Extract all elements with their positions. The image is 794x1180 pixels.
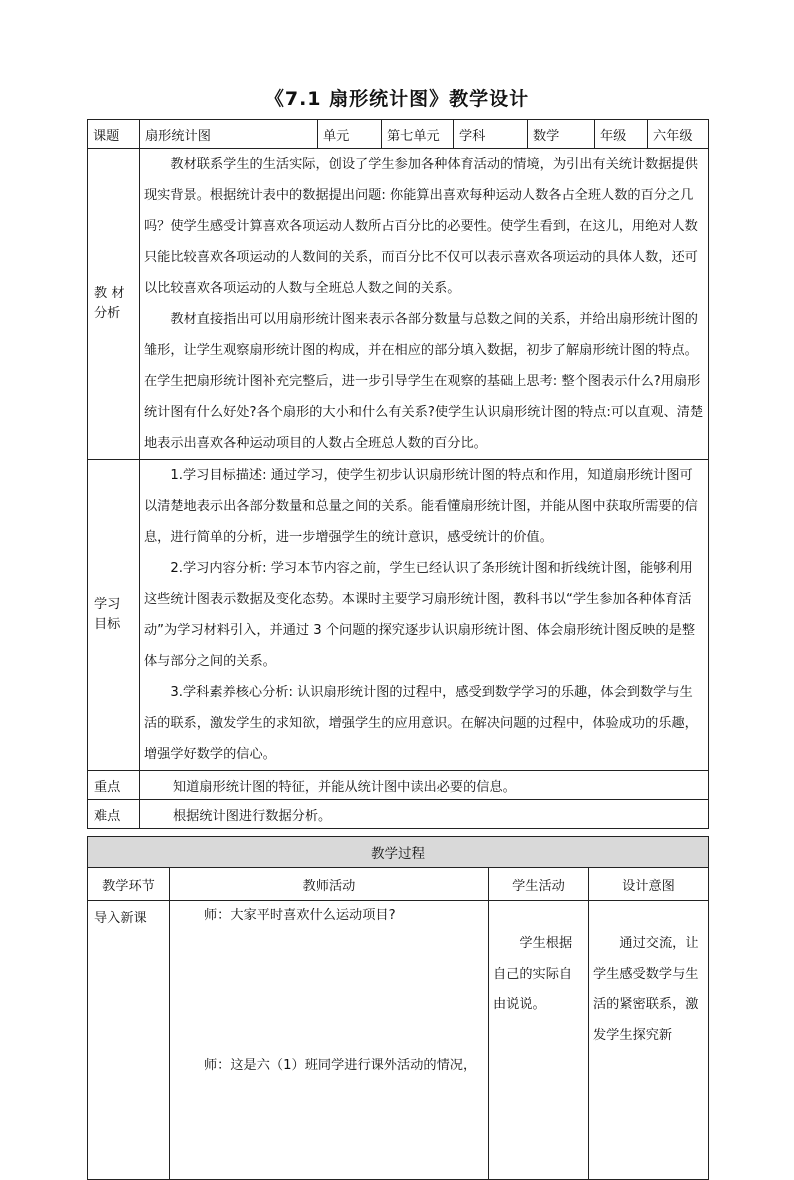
difficulty-label: 难点	[88, 800, 140, 829]
subject-label: 学科	[454, 120, 528, 149]
unit-label: 单元	[318, 120, 382, 149]
header-student: 学生活动	[489, 868, 589, 901]
stage-cell: 导入新课	[88, 901, 170, 1180]
lesson-info-table	[87, 119, 709, 829]
teacher-line: 师：这是六（1）班同学进行课外活动的情况，	[204, 1058, 477, 1073]
process-section-title: 教学过程	[88, 837, 709, 868]
topic-label: 课题	[88, 120, 140, 149]
header-intent: 设计意图	[589, 868, 709, 901]
goals-content	[140, 460, 709, 771]
topic-value: 扇形统计图	[140, 120, 318, 149]
analysis-paragraph: 教材直接指出可以用扇形统计图来表示各部分数量与总数之间的关系，并给出扇形统计图的雏形，让学生观察扇形统计图的构成，并在相应的部分填入数据，初步了解扇形统计图的特点。在学生把扇形统计图补充完整后，进一步引导学生在观察的基础上思考: 整个图表示什么?用扇形统计图有什么好处?各个扇形的大小和什么有关系?使学生认识扇形统计图的特点:可以直观、清楚地表示出喜欢各种运动项目的人数占全班总人数的百分比。	[144, 312, 704, 451]
goal-paragraph: 1.学习目标描述: 通过学习，使学生初步认识扇形统计图的特点和作用，知道扇形统计图可以清楚地表示出各部分数量和总量之间的关系。能看懂扇形统计图，并能从图中获取所需要的信息，进行简单的分析，进一步增强学生的统计意识，感受统计的价值。	[144, 468, 698, 545]
difficulty-text: 根据统计图进行数据分析。	[140, 800, 709, 829]
key-point-row	[88, 771, 709, 800]
teacher-cell	[170, 901, 489, 1180]
info-row	[88, 120, 709, 149]
goal-paragraph: 3.学科素养核心分析: 认识扇形统计图的过程中，感受到数学学习的乐趣，体会到数学与生活的联系，激发学生的求知欲，增强学生的应用意识。在解决问题的过程中，体验成功的乐趣，增强学好数学的信心。	[144, 685, 698, 762]
analysis-label: 教 材 分析	[88, 149, 140, 460]
process-row	[88, 901, 709, 1180]
process-table	[87, 836, 709, 1180]
analysis-content	[140, 149, 709, 460]
grade-value: 六年级	[648, 120, 709, 149]
goals-label: 学习 目标	[88, 460, 140, 771]
intent-cell	[589, 901, 709, 1180]
goal-paragraph: 2.学习内容分析: 学习本节内容之前，学生已经认识了条形统计图和折线统计图，能够利用这些统计图表示数据及变化态势。本课时主要学习扇形统计图，教科书以“学生参加各种体育活动”为学习材料引入，并通过 3 个问题的探究逐步认识扇形统计图、体会扇形统计图反映的是整体与部分之间的关系。	[144, 561, 696, 669]
page-title: 《7.1 扇形统计图》教学设计	[264, 88, 530, 110]
grade-label: 年级	[595, 120, 648, 149]
difficulty-row	[88, 800, 709, 829]
unit-value: 第七单元	[382, 120, 454, 149]
intent-text: 通过交流，让学生感受数学与生活的紧密联系，激发学生探究新	[593, 936, 699, 1043]
header-stage: 教学环节	[88, 868, 170, 901]
key-point-text: 知道扇形统计图的特征，并能从统计图中读出必要的信息。	[140, 771, 709, 800]
process-section-row	[88, 837, 709, 868]
subject-value: 数学	[528, 120, 595, 149]
analysis-paragraph: 教材联系学生的生活实际，创设了学生参加各种体育活动的情境，为引出有关统计数据提供现实背景。根据统计表中的数据提出问题: 你能算出喜欢每种运动人数各占全班人数的百分之几吗？使学生感受计算喜欢各项运动人数所占百分比的必要性。使学生看到，在这儿，用绝对人数只能比较喜欢各项运动的人数间的关系，而百分比不仅可以表示喜欢各项运动的具体人数，还可以比较喜欢各项运动的人数与全班总人数之间的关系。	[144, 157, 698, 296]
student-cell	[489, 901, 589, 1180]
key-point-label: 重点	[88, 771, 140, 800]
analysis-row	[88, 149, 709, 460]
student-text: 学生根据自己的实际自由说说。	[493, 936, 573, 1012]
header-teacher: 教师活动	[170, 868, 489, 901]
teacher-line: 师：大家平时喜欢什么运动项目?	[204, 908, 396, 923]
goals-row	[88, 460, 709, 771]
process-header-row	[88, 868, 709, 901]
